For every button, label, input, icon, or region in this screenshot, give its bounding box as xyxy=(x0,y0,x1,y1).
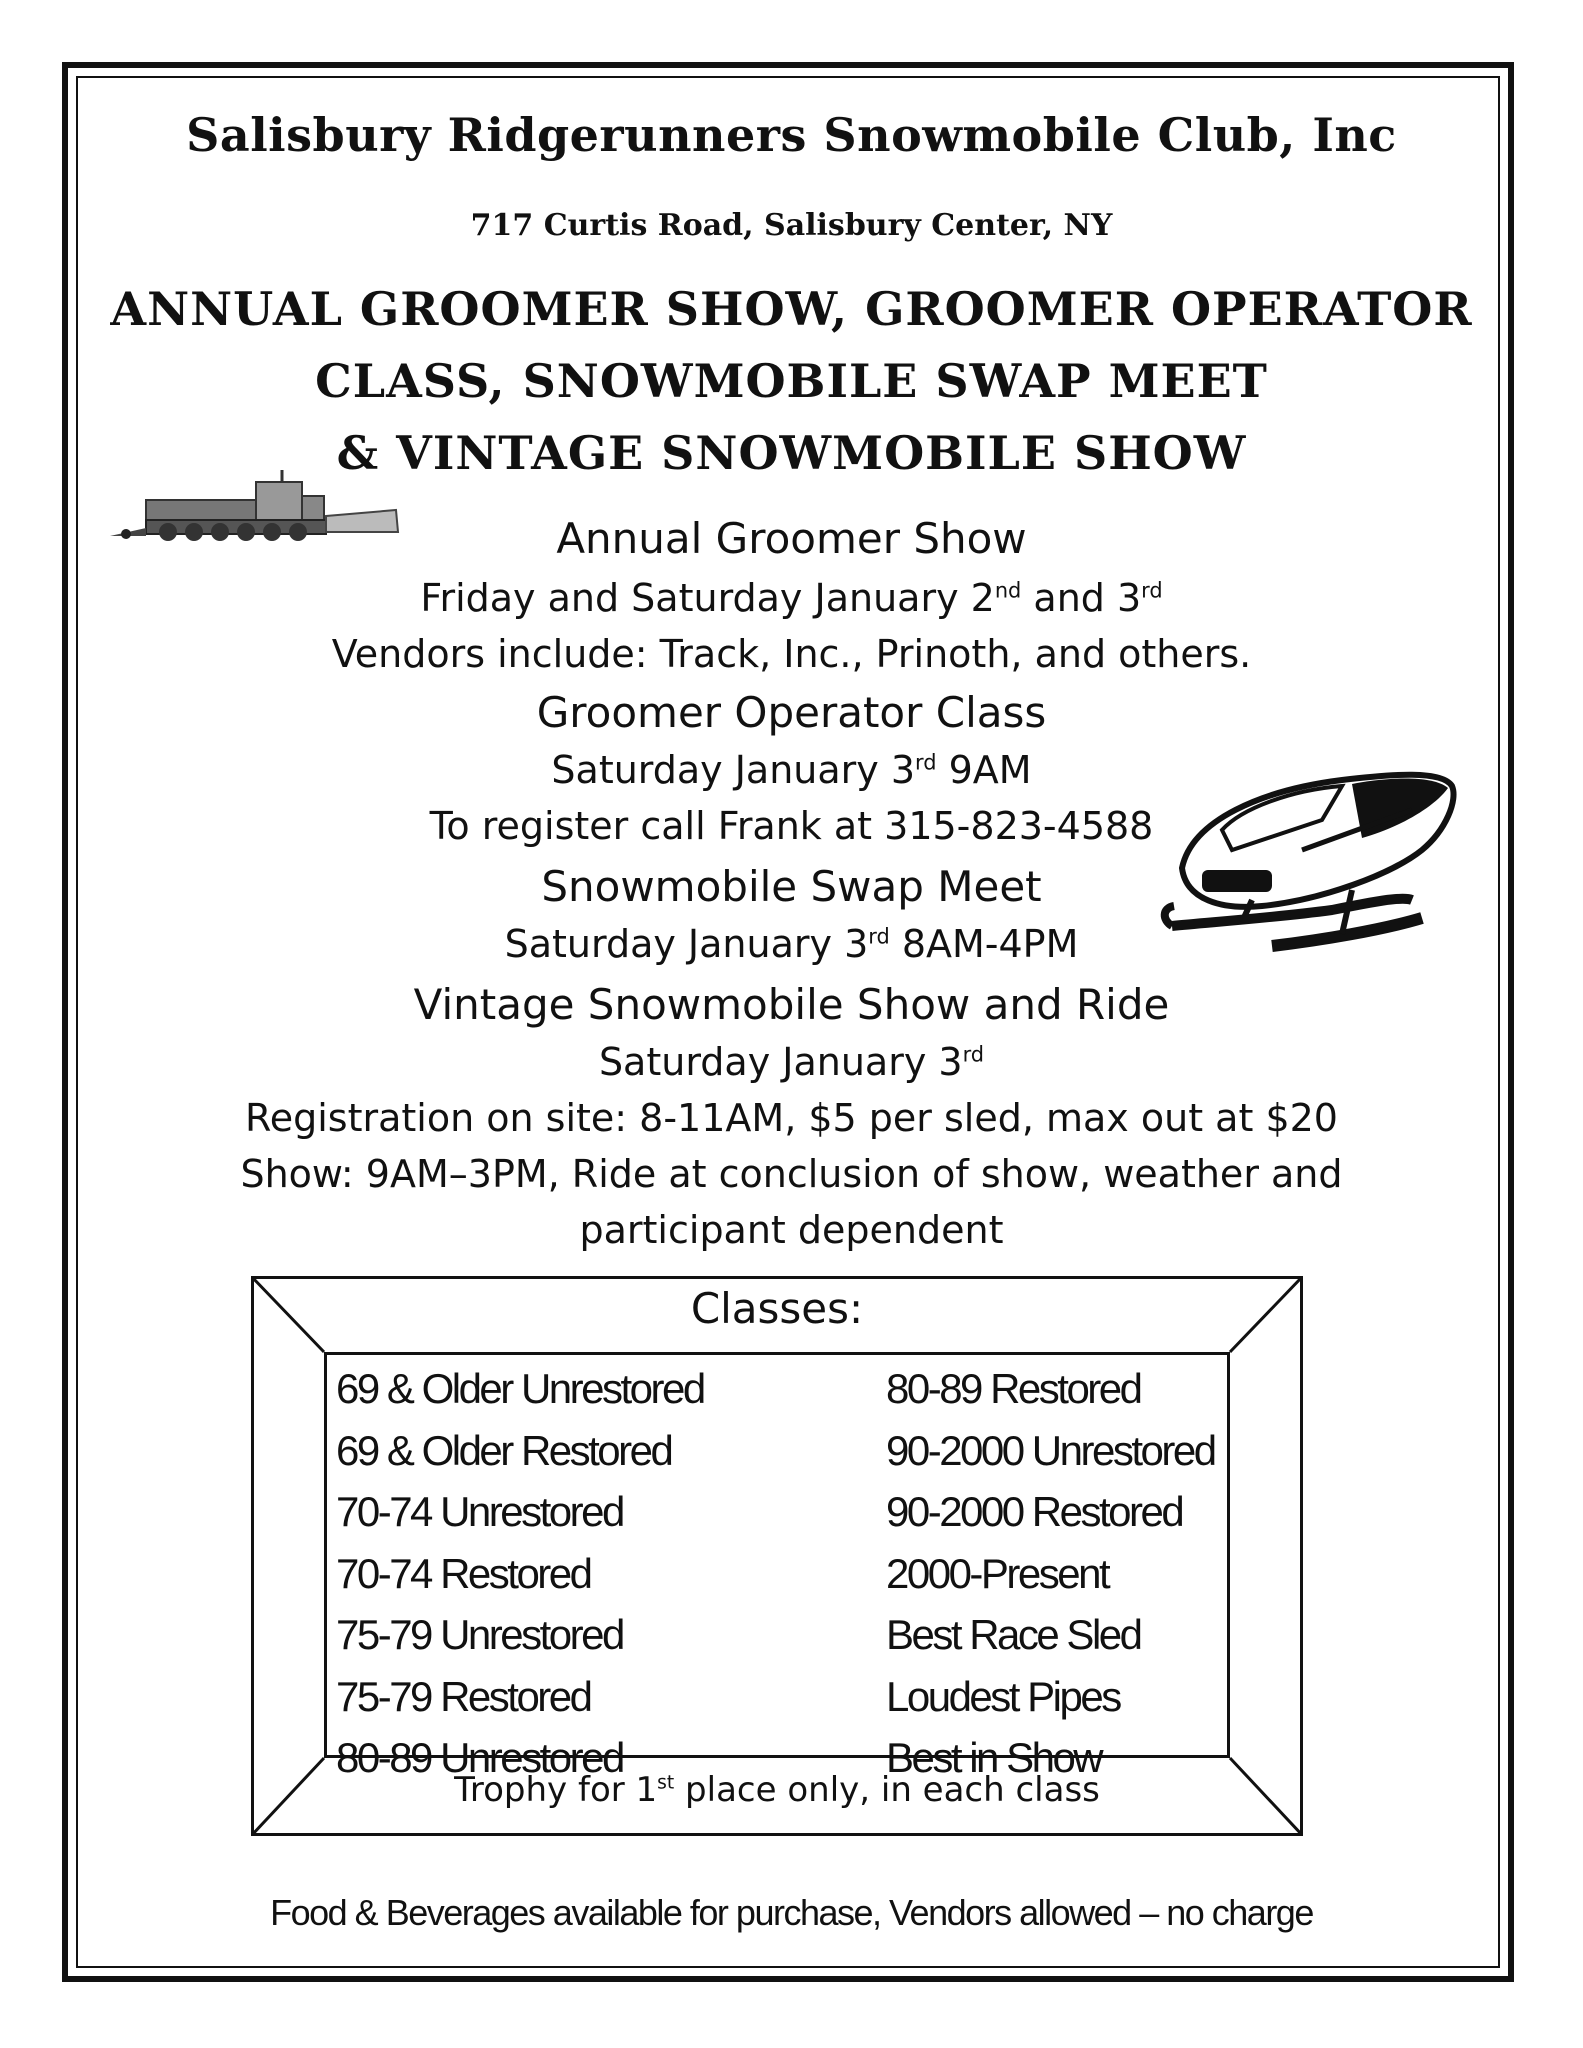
club-name: Salisbury Ridgerunners Snowmobile Club, Inc xyxy=(186,108,1397,162)
vintage-show-details-line-1: Show: 9AM–3PM, Ride at conclusion of show, weather and xyxy=(240,1152,1343,1196)
groomer-show-heading: Annual Groomer Show xyxy=(556,514,1027,563)
classes-right-column xyxy=(886,1358,1215,1789)
club-address: 717 Curtis Road, Salisbury Center, NY xyxy=(470,208,1113,243)
classes-title: Classes: xyxy=(690,1284,864,1333)
class-item: Best in Show xyxy=(886,1734,1102,1781)
operator-class-date: Saturday January 3rd 9AM xyxy=(551,748,1032,792)
class-item: Best Race Sled xyxy=(886,1611,1141,1658)
vintage-show-details-line-2: participant dependent xyxy=(579,1208,1004,1252)
trophy-note: Trophy for 1st place only, in each class xyxy=(454,1770,1100,1810)
class-item: 2000-Present xyxy=(886,1549,1109,1597)
class-item: 75-79 Unrestored xyxy=(336,1611,623,1658)
class-item: 69 & Older Unrestored xyxy=(336,1365,704,1412)
classes-left-column xyxy=(336,1358,704,1789)
class-item: 69 & Older Restored xyxy=(336,1426,672,1474)
class-item: 90-2000 Unrestored xyxy=(886,1426,1215,1474)
vintage-show-heading: Vintage Snowmobile Show and Ride xyxy=(413,980,1170,1029)
vintage-show-date: Saturday January 3rd xyxy=(598,1040,985,1084)
class-item: 90-2000 Restored xyxy=(886,1488,1183,1535)
class-item: Loudest Pipes xyxy=(886,1672,1120,1720)
event-title-line-2: CLASS, SNOWMOBILE SWAP MEET xyxy=(315,354,1268,408)
class-item: 70-74 Unrestored xyxy=(336,1488,623,1535)
swap-meet-heading: Snowmobile Swap Meet xyxy=(541,862,1042,911)
event-title-line-1: ANNUAL GROOMER SHOW, GROOMER OPERATOR xyxy=(110,282,1473,336)
class-item: 80-89 Unrestored xyxy=(336,1734,623,1781)
operator-class-register: To register call Frank at 315-823-4588 xyxy=(429,804,1154,848)
vintage-show-registration: Registration on site: 8-11AM, $5 per sled, max out at $20 xyxy=(245,1096,1338,1140)
swap-meet-date: Saturday January 3rd 8AM-4PM xyxy=(504,922,1079,966)
operator-class-heading: Groomer Operator Class xyxy=(536,688,1047,737)
class-item: 80-89 Restored xyxy=(886,1365,1141,1412)
class-item: 75-79 Restored xyxy=(336,1672,591,1720)
footer-note: Food & Beverages available for purchase, Vendors allowed – no charge xyxy=(270,1892,1313,1933)
event-title-line-3: & VINTAGE SNOWMOBILE SHOW xyxy=(336,426,1247,480)
class-item: 70-74 Restored xyxy=(336,1549,591,1597)
groomer-show-date: Friday and Saturday January 2nd and 3rd xyxy=(420,576,1163,620)
groomer-show-vendors: Vendors include: Track, Inc., Prinoth, and others. xyxy=(331,632,1252,676)
